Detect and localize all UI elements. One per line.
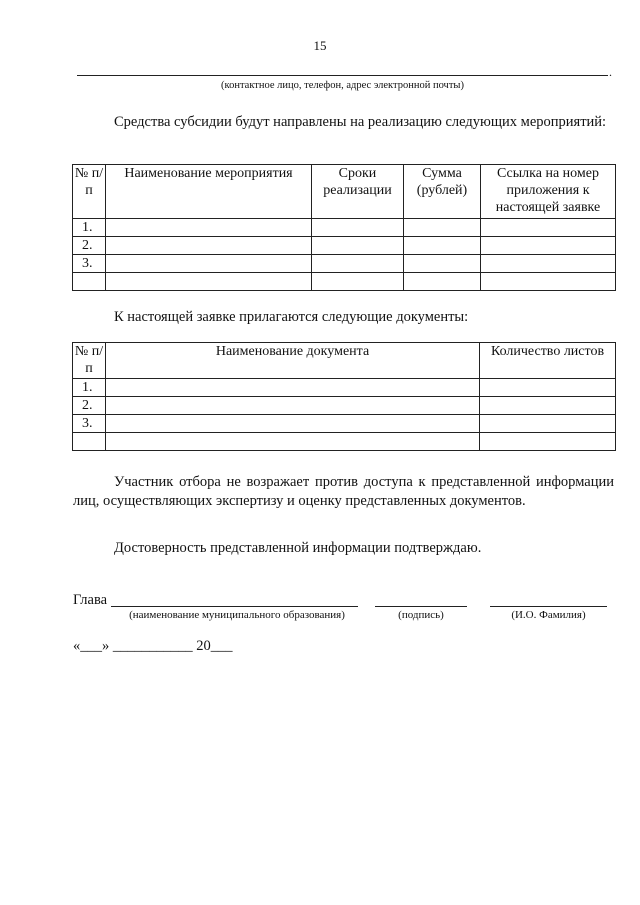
contact-caption: (контактное лицо, телефон, адрес электронной почты) [221,80,464,91]
table-cell [106,397,480,415]
table-cell [481,237,616,255]
table-cell [404,273,481,291]
table-cell [312,273,404,291]
table-cell [106,255,312,273]
documents-header-name: Наименование документа [106,343,480,379]
table-cell [481,273,616,291]
table-cell [480,415,616,433]
documents-intro-paragraph: К настоящей заявке прилагаются следующие документы: [114,309,469,325]
table-cell [106,379,480,397]
table-cell [480,379,616,397]
head-label: Глава [73,592,108,608]
events-header-terms: Сроки реализации [312,165,404,219]
table-row [73,415,616,433]
table-cell [106,273,312,291]
table-cell [404,219,481,237]
events-table [72,164,616,291]
consent-paragraph: Участник отбора не возражает против доступа к представленной информации лиц, осуществляющих экспертизу и оценку представленных документов. [73,474,614,509]
table-row [73,237,616,255]
table-cell [404,237,481,255]
contact-underline [77,75,608,76]
table-cell [480,397,616,415]
table-row [73,397,616,415]
documents-table [72,342,616,451]
municipality-line [111,606,358,607]
table-cell [312,255,404,273]
table-row [73,433,616,451]
table-cell: 3. [73,415,106,433]
confirm-paragraph: Достоверность представленной информации подтверждаю. [114,540,482,556]
signature-line [375,606,467,607]
table-cell: 1. [73,219,106,237]
table-cell: 2. [73,237,106,255]
table-cell [73,273,106,291]
events-header-number: № п/п [73,165,106,219]
table-cell [312,237,404,255]
events-table-header [73,165,616,219]
table-cell [481,255,616,273]
municipality-caption: (наименование муниципального образования) [129,609,345,621]
table-cell [480,433,616,451]
documents-header-sheet-count: Количество листов [480,343,616,379]
documents-header-number: № п/п [73,343,106,379]
table-cell [106,433,480,451]
table-cell [106,415,480,433]
table-cell [312,219,404,237]
name-caption: (И.О. Фамилия) [511,609,586,621]
table-cell [73,433,106,451]
events-header-name: Наименование мероприятия [106,165,312,219]
page-number: 15 [313,38,327,53]
events-header-sum: Сумма (рублей) [404,165,481,219]
name-line [490,606,607,607]
table-row [73,255,616,273]
table-cell [106,237,312,255]
contact-trailing-dot: . [609,65,612,79]
table-row [73,219,616,237]
date-line: «___» ___________ 20___ [73,638,233,654]
subsidy-intro-paragraph: Средства субсидии будут направлены на реализацию следующих мероприятий: [114,114,607,130]
signature-caption: (подпись) [398,609,444,621]
table-cell [106,219,312,237]
documents-table-header [73,343,616,379]
table-cell: 2. [73,397,106,415]
table-cell: 3. [73,255,106,273]
table-row [73,273,616,291]
table-cell [404,255,481,273]
table-cell [481,219,616,237]
events-header-appendix-ref: Ссылка на номер приложения к настоящей заявке [481,165,616,219]
table-cell: 1. [73,379,106,397]
table-row [73,379,616,397]
